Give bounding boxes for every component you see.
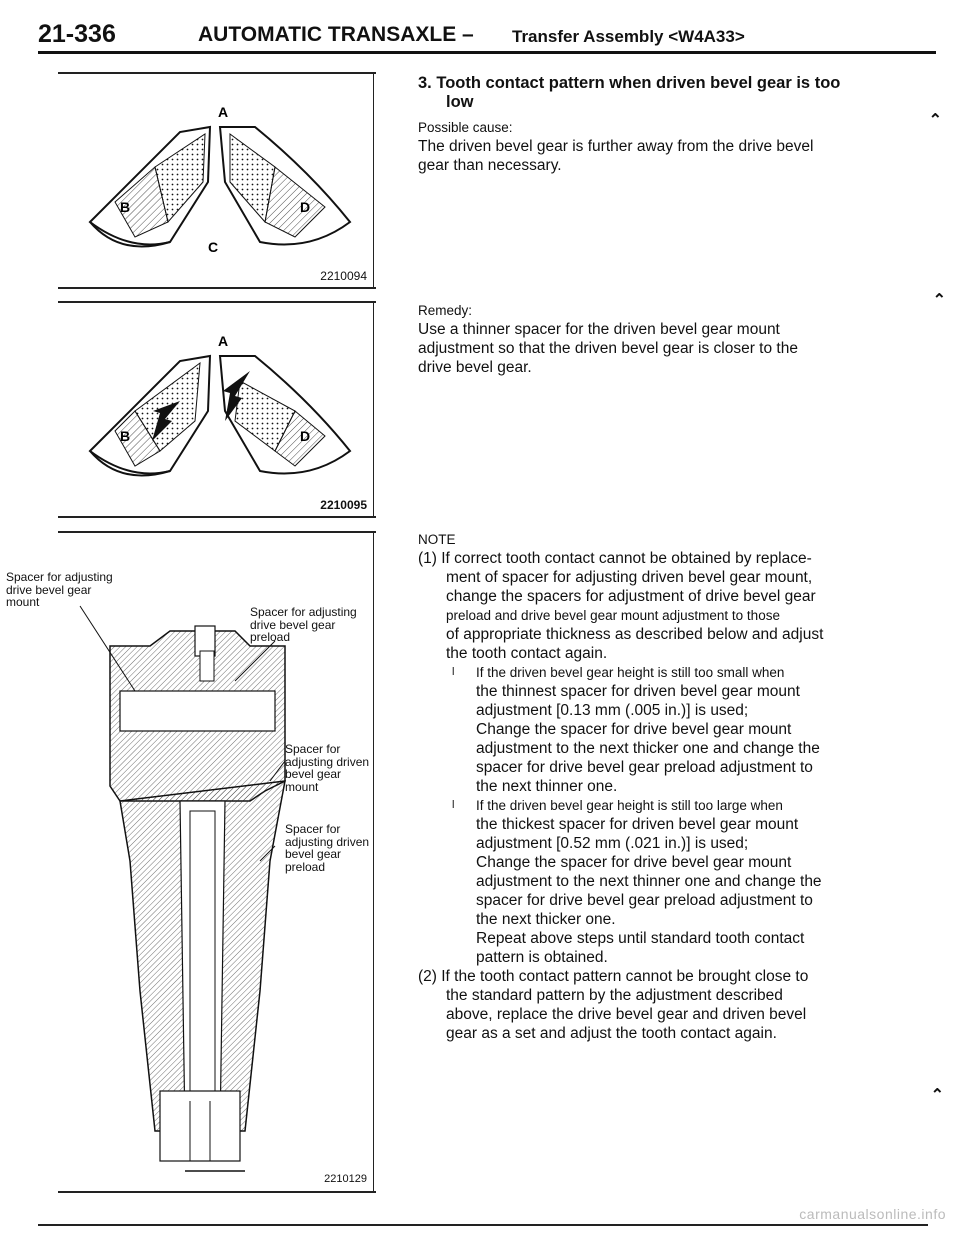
watermark: carmanualsonline.info xyxy=(799,1206,946,1222)
note-text: the tooth contact again. xyxy=(446,645,608,662)
gear-tooth-illustration-2 xyxy=(60,301,373,516)
bullet-text: spacer for drive bevel gear preload adjustment to xyxy=(476,759,813,776)
bullet-text: adjustment [0.13 mm (.005 in.)] is used; xyxy=(476,702,749,719)
note-text: ment of spacer for adjusting driven bevel gear mount, xyxy=(446,569,813,586)
bullet-text: Change the spacer for drive bevel gear mount xyxy=(476,854,792,871)
cause-text: gear than necessary. xyxy=(418,157,562,174)
subsection-title: Transfer Assembly <W4A33> xyxy=(512,27,745,46)
bullet-text: adjustment [0.52 mm (.021 in.)] is used; xyxy=(476,835,749,852)
bullet-item: l If the driven bevel gear height is still too small when xyxy=(452,665,785,680)
label-driven-gear-preload-spacer: Spacer for adjusting driven bevel gear preload xyxy=(285,822,370,874)
note-text: change the spacers for adjustment of drive bevel gear xyxy=(446,588,816,605)
remedy-block xyxy=(418,301,930,377)
bullet-text: the next thicker one. xyxy=(476,911,616,928)
remedy-text: adjustment so that the driven bevel gear is closer to the xyxy=(418,340,798,357)
page-header xyxy=(38,20,938,54)
note-block xyxy=(418,530,930,1043)
remedy-label: Remedy: xyxy=(418,303,473,318)
figure-frame-bottom xyxy=(58,1191,376,1193)
label-b: B xyxy=(120,428,131,444)
label-a: A xyxy=(218,104,229,120)
bullet-text: the thickest spacer for driven bevel gear mount xyxy=(476,816,799,833)
note-text: gear as a set and adjust the tooth contact again. xyxy=(446,1025,777,1042)
label-d: D xyxy=(300,199,311,215)
label-driven-gear-mount-spacer: Spacer for adjusting driven bevel gear mount xyxy=(285,742,370,794)
bullet-text: pattern is obtained. xyxy=(476,949,608,966)
footer-rule xyxy=(38,1224,928,1226)
bullet-text: the next thinner one. xyxy=(476,778,618,795)
gear-tooth-illustration-1 xyxy=(60,72,373,287)
bullet-text: Change the spacer for drive bevel gear mount xyxy=(476,721,792,738)
figure-id: 2210094 xyxy=(320,269,367,283)
section-heading: 3. Tooth contact pattern when driven bevel gear is too xyxy=(418,74,841,92)
margin-mark-icon: ⌃ xyxy=(928,112,942,129)
remedy-text: Use a thinner spacer for the driven bevel gear mount xyxy=(418,321,780,338)
margin-mark-icon: ⌃ xyxy=(932,292,946,309)
figure-divider xyxy=(58,287,376,289)
label-drive-gear-mount-spacer: Spacer for adjusting drive bevel gear mount xyxy=(6,570,113,609)
label-drive-gear-preload-spacer: Spacer for adjusting drive bevel gear preload xyxy=(250,605,357,644)
note-text: above, replace the drive bevel gear and driven bevel xyxy=(446,1006,807,1023)
label-a: A xyxy=(218,333,229,349)
section-heading-cont: low xyxy=(446,93,474,111)
bullet-text: the thinnest spacer for driven bevel gear mount xyxy=(476,683,800,700)
bullet-text: spacer for drive bevel gear preload adjustment to xyxy=(476,892,813,909)
header-rule xyxy=(38,51,936,54)
bullet-text: Repeat above steps until standard tooth contact xyxy=(476,930,805,947)
cause-text: The driven bevel gear is further away from the drive bevel xyxy=(418,138,814,155)
section-3-block xyxy=(418,74,930,175)
note-text: (1) If correct tooth contact cannot be obtained by replace- xyxy=(418,550,812,567)
bullet-text: adjustment to the next thinner one and change the xyxy=(476,873,822,890)
remedy-text: drive bevel gear. xyxy=(418,359,532,376)
note-text: of appropriate thickness as described below and adjust xyxy=(446,626,824,643)
bullet-text: adjustment to the next thicker one and change the xyxy=(476,740,820,757)
bullet-item: l If the driven bevel gear height is still too large when xyxy=(452,798,783,813)
figure-2210129 xyxy=(6,531,374,1191)
figure-2210095 xyxy=(60,301,374,516)
label-b: B xyxy=(120,199,131,215)
label-c: C xyxy=(208,239,219,255)
note-text: the standard pattern by the adjustment described xyxy=(446,987,783,1004)
note-text: (2) If the tooth contact pattern cannot be brought close to xyxy=(418,968,809,985)
figure-2210094 xyxy=(60,72,374,287)
figure-divider xyxy=(58,516,376,518)
page-number: 21-336 xyxy=(38,20,116,48)
section-title: AUTOMATIC TRANSAXLE – xyxy=(198,23,474,46)
margin-mark-icon: ⌃ xyxy=(930,1087,944,1104)
label-d: D xyxy=(300,428,311,444)
note-text: preload and drive bevel gear mount adjustment to those xyxy=(446,608,780,623)
note-label: NOTE xyxy=(418,532,456,547)
figure-id: 2210129 xyxy=(324,1173,367,1185)
possible-cause-label: Possible cause: xyxy=(418,120,513,135)
figure-id: 2210095 xyxy=(320,498,367,512)
